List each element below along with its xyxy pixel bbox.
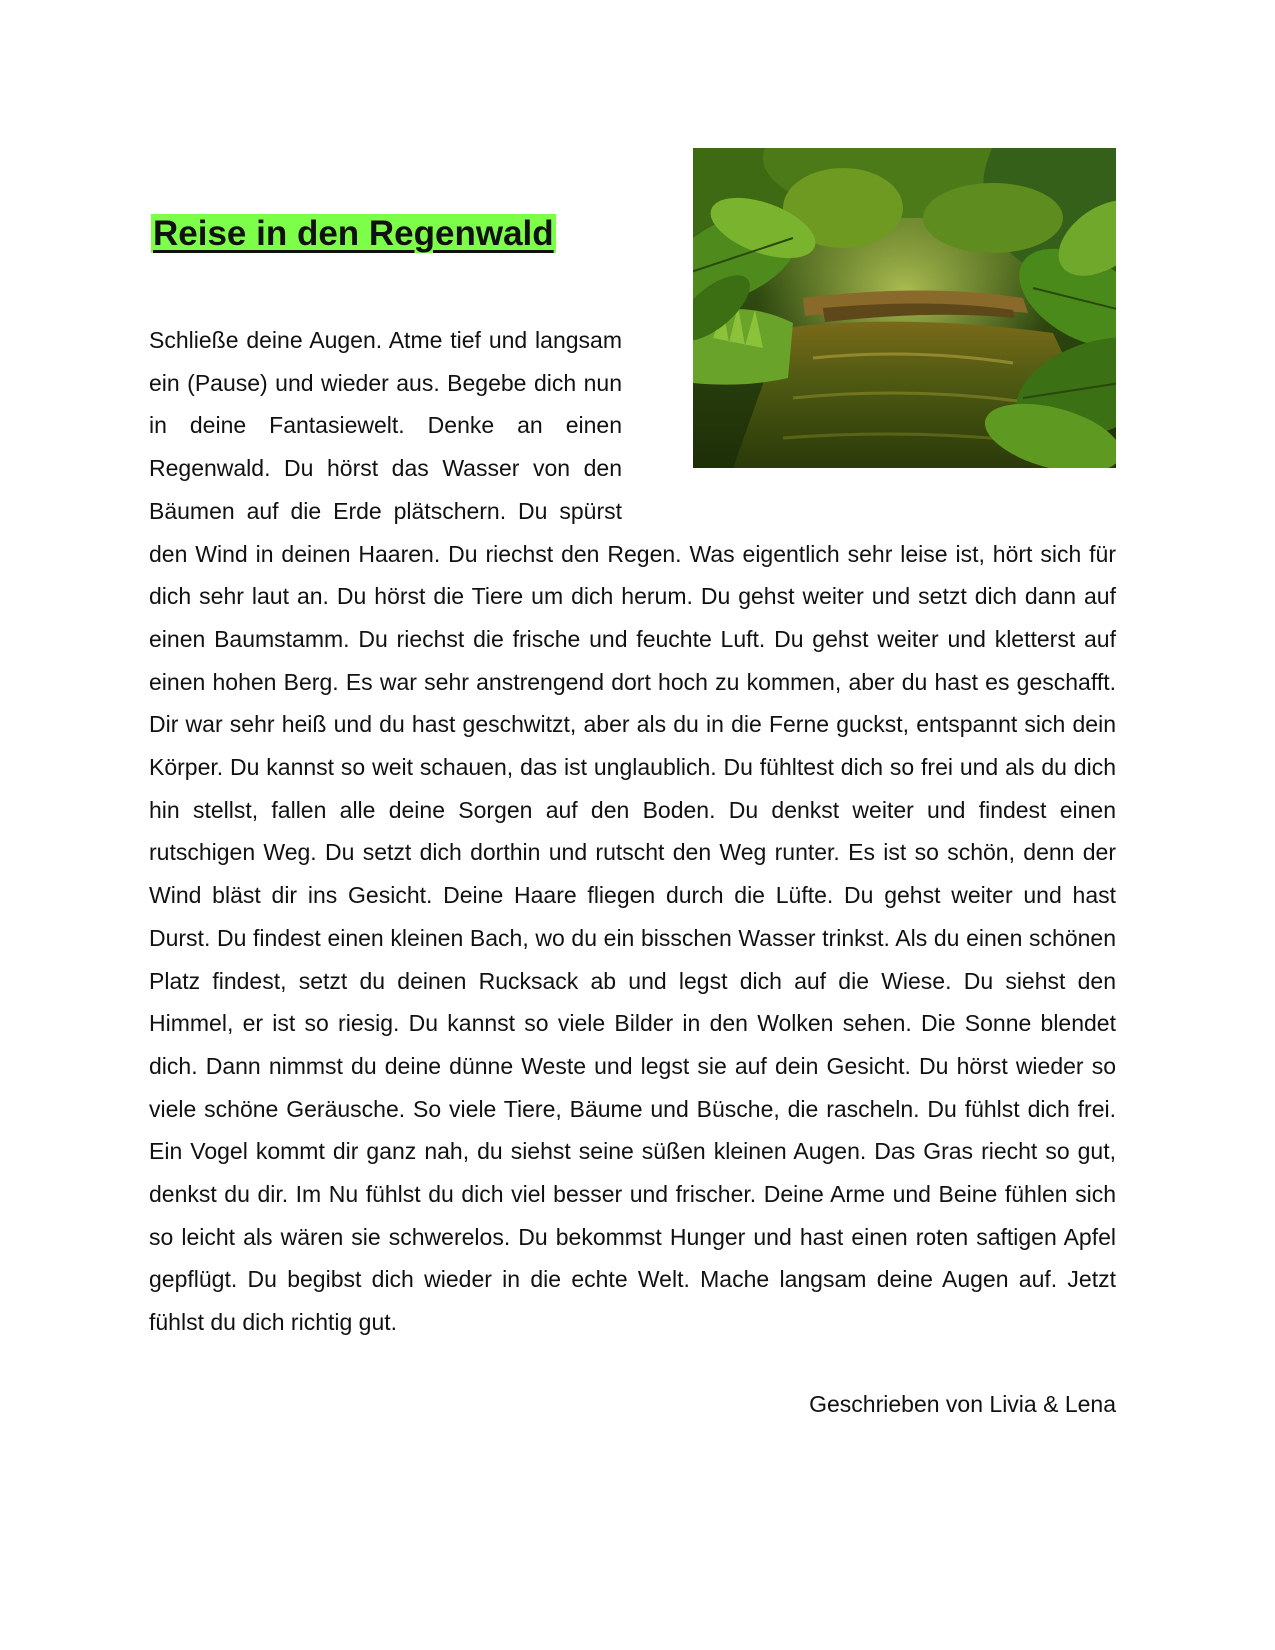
page-title (149, 212, 558, 256)
story-text-block (149, 319, 1116, 1344)
story-text: Schließe deine Augen. Atme tief und langsam ein (Pause) und wieder aus. Begebe dich nun in deine Fantasiewelt. Denke an einen Regenwald. Du hörst das Wasser von den Bäumen auf die Erde plätschern. Du spürst den Wind in deinen Haaren. Du riechst den Regen. Was eigentlich sehr leise ist, hört sich für dich sehr laut an. Du hörst die Tiere um dich herum. Du gehst weiter und setzt dich dann auf einen Baumstamm. Du riechst die frische und feuchte Luft. Du gehst weiter und kletterst auf einen hohen Berg. Es war sehr anstrengend dort hoch zu kommen, aber du hast es geschafft. Dir war sehr heiß und du hast geschwitzt, aber als du in die Ferne guckst, entspannt sich dein Körper. Du kannst so weit schauen, das ist unglaublich. Du fühltest dich so frei und als du dich hin stellst, fallen alle deine Sorgen auf den Boden. Du denkst weiter und findest einen rutschigen Weg. Du setzt dich dorthin und rutscht den Weg runter. Es ist so schön, denn der Wind bläst dir ins Gesicht. Deine Haare fliegen durch die Lüfte. Du gehst weiter und hast Durst. Du findest einen kleinen Bach, wo du ein bisschen Wasser trinkst. Als du einen schönen Platz findest, setzt du deinen Rucksack ab und legst dich auf die Wiese. Du siehst den Himmel, er ist so riesig. Du kannst so viele Bilder in den Wolken sehen. Die Sonne blendet dich. Dann nimmst du deine dünne Weste und legst sie auf dein Gesicht. Du hörst wieder so viele schöne Geräusche. So viele Tiere, Bäume und Büsche, die rascheln. Du fühlst dich frei. Ein Vogel kommt dir ganz nah, du siehst seine süßen kleinen Augen. Das Gras riecht so gut, denkst du dir. Im Nu fühlst du dich viel besser und frischer. Deine Arme und Beine fühlen sich so leicht als wären sie schwerelos. Du bekommst Hunger und hast einen roten saftigen Apfel gepflügt. Du begibst dich wieder in die echte Welt. Mache langsam deine Augen auf. Jetzt fühlst du dich richtig gut. (149, 327, 1116, 1336)
image-wrap-spacer (622, 319, 1116, 509)
author-signature: Geschrieben von Livia & Lena (809, 1391, 1116, 1417)
title-text: Reise in den Regenwald (153, 214, 554, 253)
